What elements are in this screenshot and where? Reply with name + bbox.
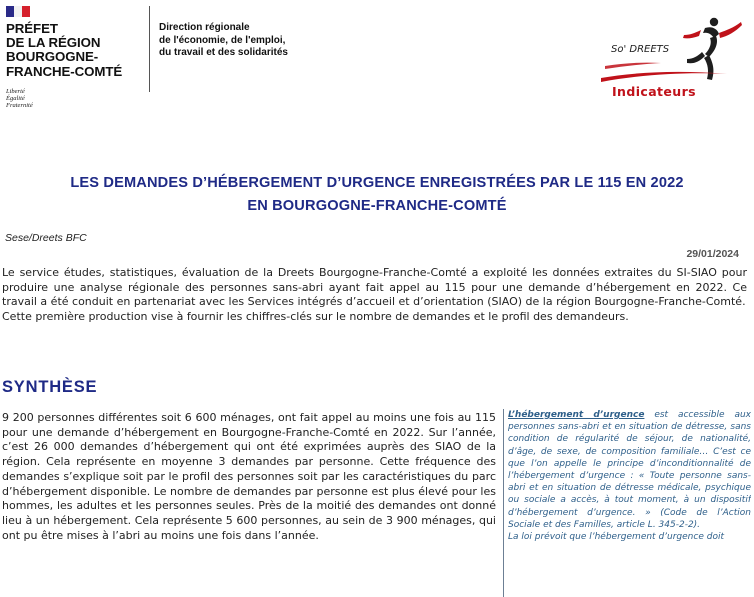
direction-block bbox=[159, 22, 359, 60]
motto-line: Liberté bbox=[6, 88, 25, 95]
page-title bbox=[0, 172, 754, 218]
prefet-line: DE LA RÉGION bbox=[6, 35, 101, 51]
logo-label: So' DREETS bbox=[611, 44, 670, 55]
prefet-line: FRANCHE-COMTÉ bbox=[6, 63, 123, 79]
motto-line: Égalité bbox=[6, 95, 25, 102]
synthese-body bbox=[2, 411, 496, 543]
marianne-flag-logo bbox=[6, 6, 30, 17]
definition-sidebar bbox=[503, 409, 751, 597]
direction-line: Direction régionale bbox=[159, 22, 250, 33]
publication-date: 29/01/2024 bbox=[686, 248, 739, 260]
flag-white-band bbox=[14, 6, 22, 17]
flag-red-band bbox=[22, 6, 30, 17]
prefet-line: PRÉFET bbox=[6, 21, 58, 36]
synthese-paragraph: 9 200 personnes différentes soit 6 600 ménages, ont fait appel au moins une fois au 115 pour une demande d’hébergement en Bourgogne-Franche-Comté en 2022. Sur l’année, c’est 26 000 demandes d’hébergement qui ont été exprimées auprès des SIAO de la région. Cela représente en moyenne 3 demandes par personne. Cette fréquence des demandes s’explique soit par le profil des personnes soit par les caractéristiques du parc d’hébergement disponible. Le nombre de demandes par personne est plus élevé pour les hommes, les adultes et les personnes seules. Près de la moitié des demandes ont donné lieu à un hébergement. Cela représente 5 600 personnes, au sein de 3 900 ménages, qui ont pu être mises à l’abri au moins une fois dans l’année. bbox=[2, 411, 496, 542]
motto-line: Fraternité bbox=[6, 102, 33, 109]
dreets-indicateurs-logo bbox=[595, 8, 745, 103]
intro-section bbox=[2, 266, 747, 324]
section-heading: SYNTHÈSE bbox=[2, 378, 98, 396]
republic-motto bbox=[6, 88, 66, 109]
flag-blue-band bbox=[6, 6, 14, 17]
intro-paragraph: Le service études, statistiques, évaluation de la Dreets Bourgogne-Franche-Comté a exploité les données extraites du SI-SIAO pour produire une analyse régionale des personnes sans-abri ayant fait appel au 115 pour une demande d’hébergement en 2022. Ce travail a été conduit en partenariat avec les Services intégrés d’accueil et d’orientation (SIAO) de la région Bourgogne-Franche-Comté. bbox=[2, 266, 747, 309]
intro-paragraph: Cette première production vise à fournir les chiffres-clés sur le nombre de demandes et le profil des demandeurs. bbox=[2, 309, 629, 323]
prefet-line: BOURGOGNE- bbox=[6, 49, 99, 65]
definition-text: est accessible aux personnes sans-abri et en situation de détresse, sans condition de régularité de séjour, de nationalité, d’âge, de sexe, de composition familiale… C’est ce que l’on appelle le principe d’inconditionnalité de l’hébergement d’urgence : « Toute personne sans-abri et en situation de détresse médicale, psychique ou sociale a accès, à tout moment, à un dispositif d’hébergement d’urgence. » (Code de l’Action Sociale et des Familles, article L. 345-2-2). bbox=[508, 410, 751, 530]
definition-paragraph bbox=[504, 409, 751, 531]
title-line: EN BOURGOGNE-FRANCHE-COMTÉ bbox=[247, 198, 507, 214]
source-line: Sese/Dreets BFC bbox=[5, 232, 87, 244]
header-divider bbox=[149, 6, 150, 92]
direction-line: du travail et des solidarités bbox=[159, 47, 288, 58]
direction-line: de l'économie, de l'emploi, bbox=[159, 34, 286, 46]
sidebar-paragraph: La loi prévoit que l’hébergement d’urgence doit bbox=[508, 532, 724, 543]
prefet-block bbox=[6, 22, 146, 79]
logo-banner: Indicateurs bbox=[612, 84, 696, 99]
definition-term: L’hébergement d’urgence bbox=[508, 410, 645, 420]
title-line: LES DEMANDES D’HÉBERGEMENT D’URGENCE ENREGISTRÉES PAR LE 115 EN 2022 bbox=[70, 175, 684, 191]
